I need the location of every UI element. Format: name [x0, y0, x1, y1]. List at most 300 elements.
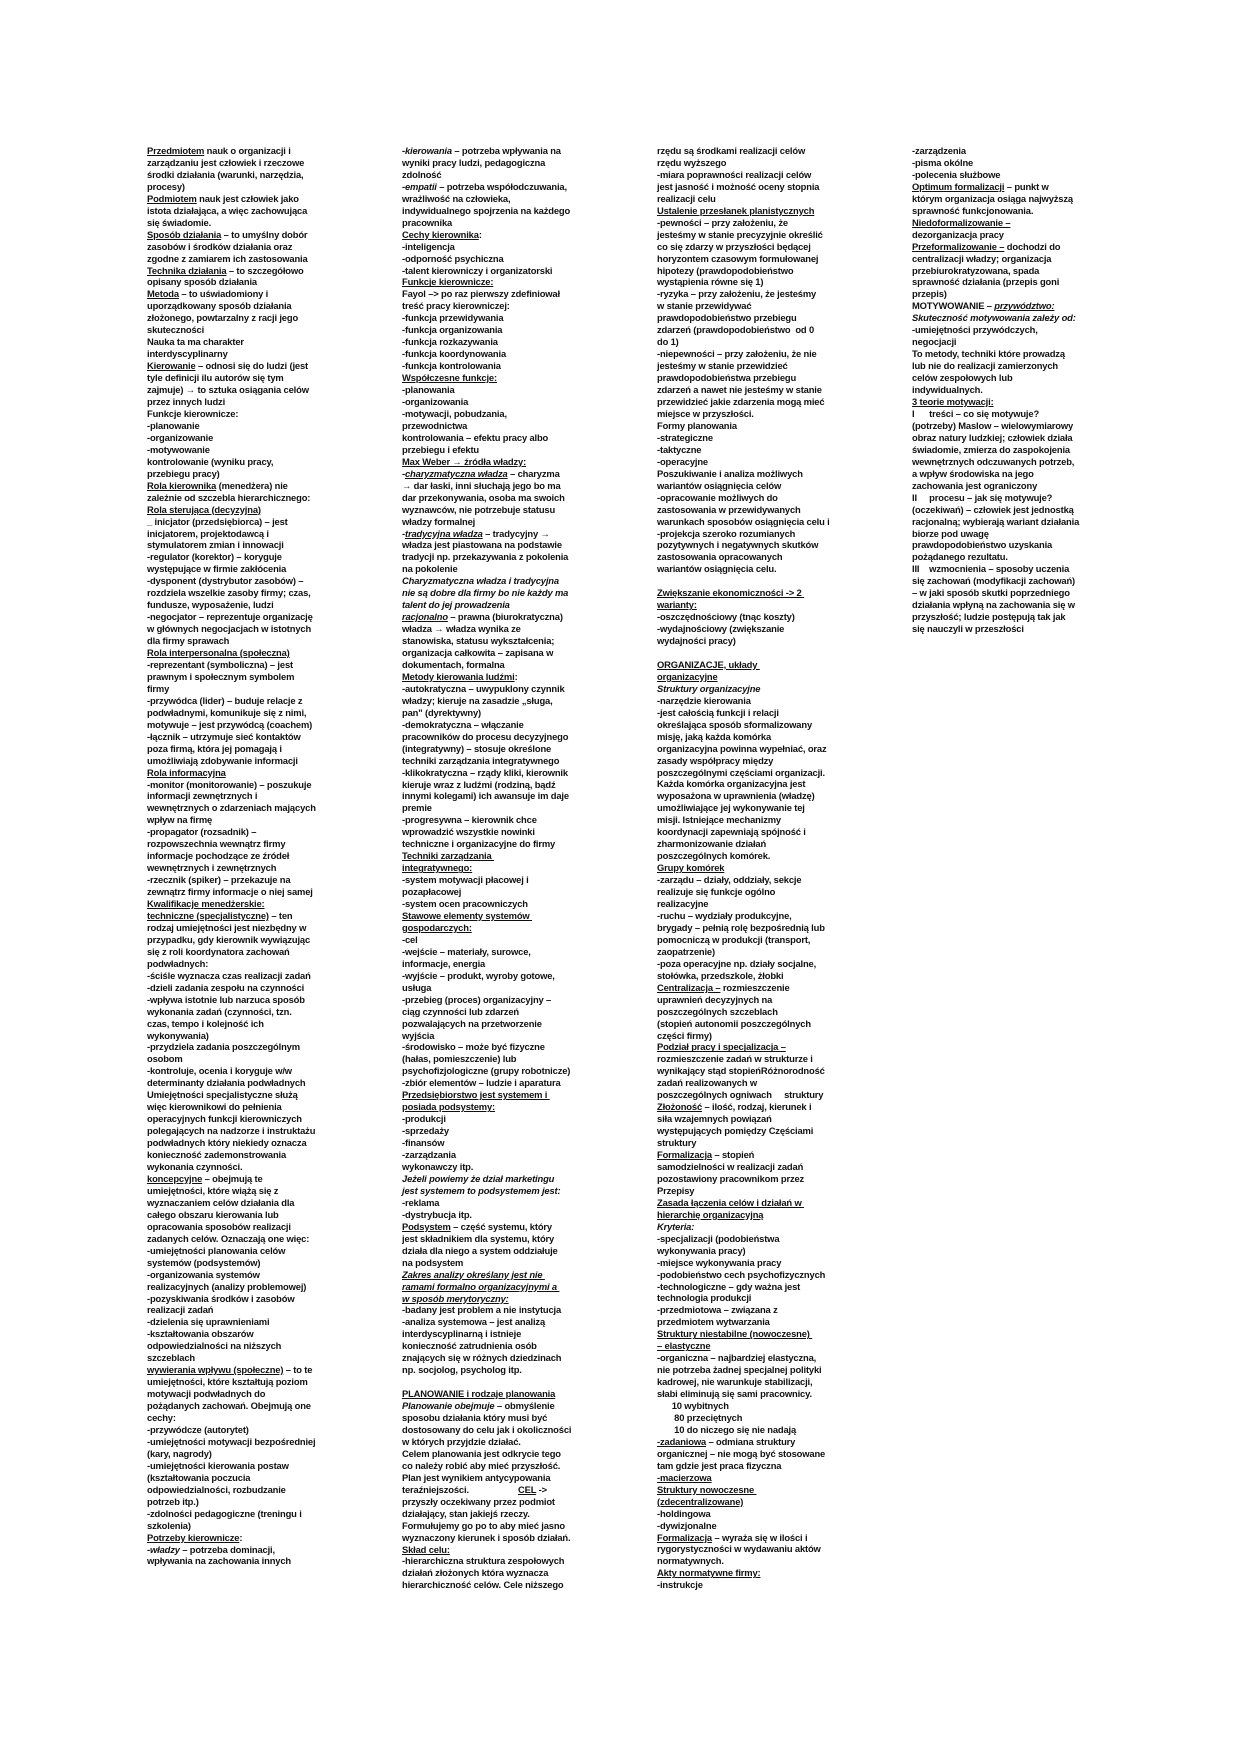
text-line — [147, 862, 352, 874]
text-line — [657, 1424, 862, 1436]
text-segment: władzy; kieruje na zasadzie „sługa, — [402, 694, 553, 706]
text-segment: samodzielności w realizacji zadań — [657, 1160, 804, 1172]
text-line — [147, 898, 352, 910]
text-segment: -demokratyczna – włączanie — [402, 718, 524, 730]
text-line — [147, 265, 352, 277]
heading-term: Współczesne funkcje: — [402, 372, 497, 384]
text-line — [657, 1543, 862, 1555]
text-segment: – ilość, rodzaj, kierunek i — [702, 1101, 812, 1113]
text-segment: Jeżeli powiemy że dział marketingu — [402, 1172, 555, 1184]
heading-term: Stawowe elementy systemów — [402, 910, 533, 921]
text-line — [402, 790, 607, 802]
text-line — [657, 731, 862, 743]
text-line — [402, 1364, 607, 1376]
text-line — [147, 659, 352, 671]
text-segment: interdyscyplinarny — [147, 348, 228, 360]
text-line — [657, 1065, 862, 1077]
text-segment: -system motywacji płacowej i — [402, 874, 529, 886]
text-segment: wewnętrznych o zdarzeniach mających — [147, 802, 316, 814]
text-segment: - — [402, 527, 405, 539]
text-line — [402, 1077, 607, 1089]
text-segment: – odmiana struktury — [706, 1435, 796, 1447]
text-line — [657, 1257, 862, 1269]
text-segment: działań złożonych która wyznacza — [402, 1567, 549, 1579]
text-segment: – tradycyjny → — [482, 527, 550, 539]
text-line — [147, 193, 352, 205]
text-line — [147, 360, 352, 372]
text-segment: wyniki pracy ludzi, pedagogiczna — [402, 156, 546, 168]
text-line — [657, 1101, 862, 1113]
text-line — [912, 420, 1117, 432]
text-line — [147, 456, 352, 468]
text-segment: -dzieli zadania zespołu na czynności — [147, 981, 305, 993]
text-line — [147, 1520, 352, 1532]
text-line — [402, 396, 607, 408]
text-line — [147, 850, 352, 862]
text-line — [657, 1448, 862, 1460]
text-segment: podwładnych który niekiedy oznacza — [147, 1137, 307, 1149]
text-segment: jest składnikiem dla systemu, który — [402, 1232, 555, 1244]
text-line — [657, 300, 862, 312]
text-line — [912, 587, 1117, 599]
text-line — [402, 1257, 607, 1269]
text-line — [402, 300, 607, 312]
text-line — [657, 671, 862, 683]
text-segment: wykonania czynności. — [147, 1161, 243, 1173]
text-segment: wykonywania pracy) — [657, 1244, 746, 1256]
text-segment: cechy: — [147, 1412, 176, 1424]
text-line — [147, 516, 352, 528]
text-line — [147, 1030, 352, 1042]
text-segment: w głównych negocjacjach w istotnych — [147, 623, 312, 635]
text-line — [402, 551, 607, 563]
text-segment: -dystrybucja itp. — [402, 1208, 472, 1220]
text-line — [657, 1137, 862, 1149]
heading-term: Optimum formalizacji — [912, 180, 1005, 192]
text-line — [147, 934, 352, 946]
text-line — [402, 1555, 607, 1567]
heading-term: -zadaniowa — [657, 1435, 707, 1447]
text-line — [402, 1113, 607, 1125]
text-line — [147, 468, 352, 480]
text-segment: działający, stan jakiejś rzeczy. — [402, 1507, 530, 1519]
text-line — [657, 1281, 862, 1293]
text-line — [912, 229, 1117, 241]
text-line — [147, 1328, 352, 1340]
text-line — [657, 659, 862, 671]
heading-term: organizacyjne — [657, 670, 718, 682]
text-line — [402, 575, 607, 587]
text-segment: (hałas, pomieszczenie) lub — [402, 1053, 517, 1065]
text-segment: przebiegu pracy) — [147, 467, 220, 479]
text-line — [657, 468, 862, 480]
heading-term: Podmiotem — [147, 192, 197, 204]
heading-term: techniczne (specjalistyczne) — [147, 910, 269, 921]
text-segment: -strategiczne — [657, 431, 713, 443]
text-segment: prawnym i społecznym symbolem — [147, 670, 295, 682]
text-line — [912, 516, 1117, 528]
text-segment: Umiejętności specjalistyczne służą — [147, 1089, 298, 1101]
text-line — [657, 611, 862, 623]
text-line — [912, 241, 1117, 253]
text-segment: teraźniejszości. — [402, 1483, 518, 1495]
text-line — [657, 838, 862, 850]
text-line — [657, 707, 862, 719]
text-segment: -monitor (monitorowanie) – poszukuje — [147, 778, 312, 790]
text-segment: talent do jej prowadzenia — [402, 599, 510, 611]
text-line — [147, 1544, 352, 1556]
text-line — [147, 504, 352, 516]
text-segment: poza firmą, która jej pomagają i — [147, 742, 282, 754]
heading-term: Centralizacja – — [657, 981, 721, 993]
heading-term: Formalizacja — [657, 1149, 712, 1161]
text-line — [912, 384, 1117, 396]
text-segment: -badany jest problem a nie instytucja — [402, 1304, 562, 1316]
text-line — [402, 1508, 607, 1520]
text-line — [147, 157, 352, 169]
text-segment: 80 przeciętnych — [657, 1412, 743, 1423]
text-segment: -holdingowa — [657, 1507, 711, 1519]
text-line — [912, 324, 1117, 336]
text-line — [402, 910, 607, 922]
text-line — [657, 1436, 862, 1448]
text-line — [402, 456, 607, 468]
text-line — [402, 1269, 607, 1281]
heading-term: integratywnego: — [402, 862, 473, 874]
text-segment: się zachowań (modyfikacji zachowań) — [912, 575, 1076, 587]
text-segment: : — [239, 1531, 243, 1543]
text-line — [657, 1316, 862, 1328]
text-segment: -umiejętności przywódczych, — [912, 324, 1038, 336]
text-line — [147, 1460, 352, 1472]
heading-term: Zakres analizy określany jest nie — [402, 1268, 545, 1280]
text-line — [402, 324, 607, 336]
text-line — [147, 982, 352, 994]
text-segment: pozapłacowej — [402, 886, 462, 898]
text-line — [402, 898, 607, 910]
text-line — [657, 850, 862, 862]
text-line — [147, 1221, 352, 1233]
heading-term: PLANOWANIE i rodzaje planowania — [402, 1388, 556, 1400]
text-segment: dla firmy sprawach — [147, 635, 230, 647]
text-line — [657, 528, 862, 540]
text-segment: hipotezy (prawdopodobieństwo — [657, 264, 794, 276]
text-line — [402, 743, 607, 755]
text-line — [402, 1376, 607, 1388]
heading-term: gospodarczych: — [402, 921, 472, 933]
text-segment: -projekcja szeroko rozumianych — [657, 527, 796, 539]
text-line — [402, 1065, 607, 1077]
text-line — [912, 145, 1117, 157]
text-segment: – punkt w — [1004, 180, 1049, 192]
text-line — [147, 145, 352, 157]
text-line — [402, 1436, 607, 1448]
text-line — [402, 982, 607, 994]
text-line — [402, 1137, 607, 1149]
text-segment: -operacyjne — [657, 455, 708, 467]
text-line — [147, 551, 352, 563]
text-segment: : — [514, 670, 518, 682]
text-line — [657, 1185, 862, 1197]
text-segment: -reklama — [402, 1196, 440, 1208]
text-line — [402, 265, 607, 277]
heading-term: Skład celu: — [402, 1543, 450, 1555]
text-line — [147, 1053, 352, 1065]
text-segment: -inteligencja — [402, 240, 455, 252]
text-segment: pozostawiony pracownikom przez — [657, 1172, 805, 1184]
text-segment: -kształtowania obszarów — [147, 1328, 254, 1340]
text-line — [147, 1448, 352, 1460]
text-segment: -dysponent (dystrybutor zasobów) – — [147, 575, 304, 587]
heading-term: posiada podsystemy: — [402, 1101, 496, 1113]
text-line — [657, 193, 862, 205]
text-line — [402, 922, 607, 934]
text-line — [147, 229, 352, 241]
text-line — [402, 1424, 607, 1436]
text-line — [402, 874, 607, 886]
text-line — [147, 1436, 352, 1448]
text-line — [147, 563, 352, 575]
text-segment: -zdolności pedagogiczne (treningu i — [147, 1507, 302, 1519]
text-line — [657, 324, 862, 336]
heading-term: Przedmiotem — [147, 145, 205, 156]
text-line — [657, 1388, 862, 1400]
text-line — [657, 181, 862, 193]
text-line — [402, 707, 607, 719]
text-line — [657, 635, 862, 647]
text-segment: zajmuje) → to sztuka osiągania celów — [147, 384, 309, 396]
text-segment: premie — [402, 802, 432, 814]
text-line — [147, 1041, 352, 1053]
text-segment: -dzielenia się uprawnieniami — [147, 1316, 270, 1328]
text-line — [147, 1352, 352, 1364]
text-segment: wyjścia — [402, 1029, 435, 1041]
text-segment: -sprzedaży — [402, 1125, 449, 1137]
text-segment: wrażliwość na człowieka, — [402, 192, 511, 204]
text-line — [147, 539, 352, 551]
text-segment: -cel — [402, 933, 418, 945]
text-line — [657, 1030, 862, 1042]
text-line — [402, 1400, 607, 1412]
text-line — [912, 563, 1117, 575]
text-segment: wyznaczaniem celów działania dla — [147, 1196, 295, 1208]
text-line — [147, 743, 352, 755]
heading-term: Podział pracy i specjalizacja – — [657, 1041, 786, 1053]
text-segment: -kierowania — [402, 145, 452, 156]
text-segment: -umiejętności planowania celów — [147, 1244, 286, 1256]
text-segment: zharmonizowanie działań — [657, 838, 767, 850]
text-segment: jesteśmy w stanie przewidzieć — [657, 360, 788, 372]
text-segment: tam gdzie jest praca fizyczna — [657, 1459, 782, 1471]
text-line — [912, 348, 1117, 360]
text-line — [147, 288, 352, 300]
text-line — [147, 169, 352, 181]
text-line — [402, 408, 607, 420]
text-segment: -funkcja przewidywania — [402, 312, 504, 324]
text-segment: nie są dobre dla firmy bo nie każdy ma — [402, 587, 569, 599]
text-segment: -> — [536, 1483, 547, 1495]
text-line — [402, 1161, 607, 1173]
text-segment: władza → władza wynika ze — [402, 623, 521, 635]
text-segment: -przywódca (lider) – buduje relacje z — [147, 694, 303, 706]
text-segment: -narzędzie kierowania — [657, 694, 751, 706]
text-line — [147, 599, 352, 611]
text-segment: co się zdarzy w przyszłości będącej — [657, 240, 811, 252]
text-segment: MOTYWOWANIE – — [912, 300, 995, 312]
text-line — [657, 1089, 862, 1101]
text-line — [912, 205, 1117, 217]
text-line — [147, 1149, 352, 1161]
text-segment: -odporność psychiczna — [402, 252, 504, 264]
text-line — [657, 504, 862, 516]
text-segment: wystąpienia równe się 1) — [657, 276, 764, 288]
text-line — [657, 1245, 862, 1257]
text-line — [657, 719, 862, 731]
text-line — [402, 886, 607, 898]
text-segment: nie potrzeba żadnej specjalnej polityki — [657, 1364, 822, 1376]
text-line — [912, 623, 1117, 635]
text-segment: kieruje wraz z ludźmi (rodziną, bądź — [402, 778, 556, 790]
text-segment: opisany sposób działania — [147, 276, 257, 288]
text-line — [657, 814, 862, 826]
text-segment: pracownika — [402, 216, 453, 228]
text-segment: zachowania jest ograniczony — [912, 479, 1038, 491]
text-line — [147, 1257, 352, 1269]
text-segment: w których przyjdzie działać. — [402, 1435, 521, 1447]
text-line — [402, 587, 607, 599]
text-line — [912, 181, 1117, 193]
text-segment: -oszczędnościowy (tnąc koszty) — [657, 611, 795, 623]
text-segment: techniki zarządzania integratywnego — [402, 754, 560, 766]
text-line — [147, 802, 352, 814]
text-line — [147, 611, 352, 623]
text-segment: pożądanych zachowań. Obejmują one — [147, 1400, 311, 1412]
text-line — [657, 1149, 862, 1161]
text-line — [912, 217, 1117, 229]
text-line — [402, 970, 607, 982]
text-segment: realizacji celu — [657, 192, 716, 204]
text-line — [147, 767, 352, 779]
text-segment: więc kierownikowi do pełnienia — [147, 1101, 282, 1113]
text-line — [147, 217, 352, 229]
text-segment: umożliwiające jej wykonywanie tej — [657, 802, 805, 814]
heading-term: Struktury niestabilne (nowoczesne) — [657, 1328, 813, 1340]
heading-term: Cechy kierownika — [402, 228, 479, 240]
text-line — [657, 1018, 862, 1030]
heading-term: Potrzeby kierownicze — [147, 1531, 240, 1543]
text-segment: (oczekiwań) – człowiek jest jednostką — [912, 503, 1074, 515]
heading-term: Niedoformalizowanie – — [912, 216, 1011, 228]
text-line — [657, 360, 862, 372]
text-line — [147, 181, 352, 193]
text-line — [657, 444, 862, 456]
text-line — [657, 1508, 862, 1520]
text-segment: przewidzieć jakie zdarzenia mogą mieć — [657, 396, 825, 408]
text-segment: -dywizjonalne — [657, 1519, 717, 1531]
text-line — [657, 970, 862, 982]
text-line — [657, 1125, 862, 1137]
text-segment: -propagator (rozsadnik) – — [147, 826, 257, 838]
text-segment: Struktury organizacyjne — [657, 682, 761, 694]
text-line — [147, 755, 352, 767]
text-segment: poszczególnych komórek. — [657, 850, 771, 862]
text-line — [147, 1316, 352, 1328]
text-line — [912, 253, 1117, 265]
text-segment: dostosowany do celu jak i okoliczności — [402, 1423, 572, 1435]
text-segment: zaopatrzenie) — [657, 945, 715, 957]
text-line — [657, 755, 862, 767]
text-segment: : — [478, 228, 482, 240]
text-line — [402, 1041, 607, 1053]
text-segment: co należy robić aby mieć przyszłość. — [402, 1459, 561, 1471]
text-segment: motywacji podwładnych do — [147, 1388, 266, 1400]
text-line — [402, 504, 607, 516]
text-line — [657, 1555, 862, 1567]
text-segment: miejsce w przyszłości. — [657, 407, 754, 419]
text-segment: -kontroluje, ocenia i koryguje w/w — [147, 1065, 292, 1077]
heading-term: Techniki zarządzania — [402, 850, 495, 862]
text-segment: którym organizacja osiąga najwyższą — [912, 192, 1073, 204]
heading-term: -macierzowa — [657, 1471, 712, 1483]
text-segment: -wyjście – produkt, wyroby gotowe, — [402, 969, 555, 981]
text-segment: -funkcja organizowania — [402, 324, 503, 336]
text-line — [657, 922, 862, 934]
text-segment: informacje, energia — [402, 957, 486, 969]
text-segment: Każda komórka organizacyjna jest — [657, 778, 806, 790]
text-line — [147, 312, 352, 324]
text-segment: prawdopodobieństwa przebiegu — [657, 372, 797, 384]
heading-term: Ustalenie przesłanek planistycznych — [657, 204, 815, 216]
text-segment: -rzecznik (spiker) – przekazuje na — [147, 874, 291, 886]
text-line — [657, 563, 862, 575]
text-segment: przyszły oczekiwany przez podmiot — [402, 1495, 555, 1507]
text-segment: przewodnictwa — [402, 419, 468, 431]
text-line — [912, 276, 1117, 288]
text-segment: szczeblach — [147, 1352, 196, 1364]
text-segment: kontrolowania – efektu pracy albo — [402, 431, 549, 443]
text-segment: na podsystem — [402, 1256, 464, 1268]
text-segment: rygorystyczności w wydawaniu aktów — [657, 1543, 821, 1555]
text-segment: 10 do niczego się nie nadają — [657, 1423, 797, 1435]
text-segment: -łącznik – utrzymuje sieć kontaktów — [147, 730, 301, 742]
text-segment: - — [402, 467, 405, 479]
heading-term: Kwalifikacje menedżerskie: — [147, 898, 265, 910]
text-line — [147, 958, 352, 970]
text-segment: potrzeb itp.) — [147, 1495, 199, 1507]
text-segment: I treści – co się motywuje? — [912, 407, 1040, 419]
text-segment: systemów (podsystemów) — [147, 1256, 261, 1268]
text-line — [147, 1233, 352, 1245]
text-segment: -wpływa istotnie lub narzuca sposób — [147, 993, 305, 1005]
text-segment: (stopień autonomii poszczególnych — [657, 1017, 811, 1029]
text-segment: pożądanego rezultatu. — [912, 551, 1008, 563]
text-segment: -organizowania systemów — [147, 1268, 260, 1280]
text-segment: -przydziela zadania poszczególnym — [147, 1041, 300, 1053]
text-segment: Formy planowania — [657, 419, 737, 431]
text-segment: -technologiczne – gdy ważna jest — [657, 1280, 801, 1292]
text-segment: przebiegu i efektu — [402, 443, 480, 455]
text-segment: rzędu wyższego — [657, 156, 727, 168]
text-segment: -produkcji — [402, 1113, 446, 1125]
heading-term: Max Weber → źródła władzy: — [402, 455, 527, 467]
text-line — [402, 623, 607, 635]
heading-term: Sposób działania — [147, 228, 222, 240]
text-segment: realizuje się funkcje ogólno — [657, 886, 776, 898]
text-line — [657, 683, 862, 695]
text-line — [402, 420, 607, 432]
text-line — [657, 480, 862, 492]
text-line — [147, 1077, 352, 1089]
